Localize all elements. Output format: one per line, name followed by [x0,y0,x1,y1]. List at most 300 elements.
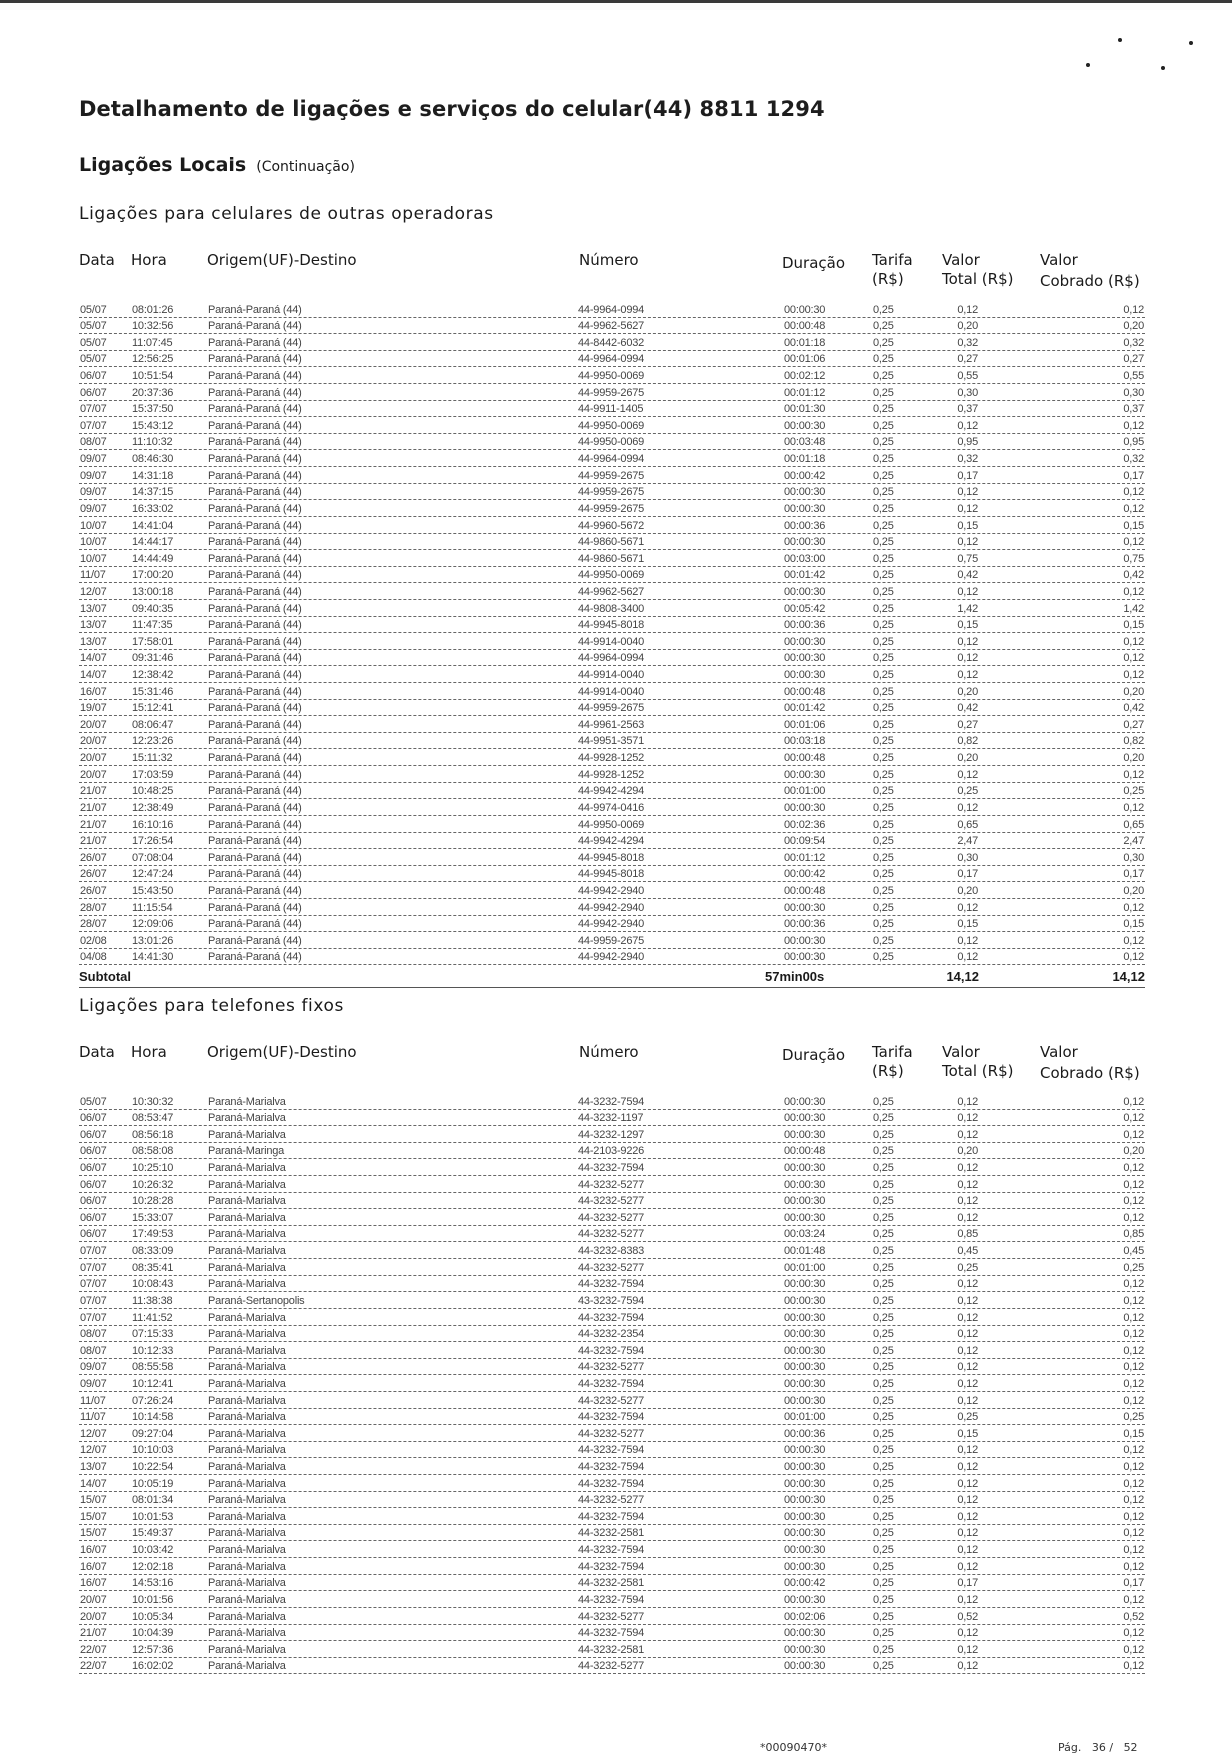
cell-tarifa: 0,25 [873,336,894,349]
cell-duracao: 00:00:48 [784,752,826,765]
cell-hora: 08:53:47 [132,1112,174,1125]
cell-data: 09/07 [80,469,107,482]
cell-hora: 15:43:12 [132,419,174,432]
table-row [79,799,1145,816]
cell-valor-total: 0,37 [957,403,978,416]
cell-data: 06/07 [80,1211,107,1224]
cell-valor-cobrado: 0,85 [1123,1228,1144,1241]
cell-tarifa: 0,25 [873,1245,894,1258]
cell-duracao: 00:02:12 [784,370,826,383]
cell-origem-destino: Paraná-Marialva [208,1544,286,1557]
cell-origem-destino: Paraná-Paraná (44) [208,669,302,682]
cell-origem-destino: Paraná-Paraná (44) [208,785,302,798]
cell-data: 11/07 [80,569,106,582]
subtotal-duracao: 57min00s [765,969,825,985]
table-row [79,1641,1145,1658]
cell-tarifa: 0,25 [873,436,894,449]
cell-hora: 10:25:10 [132,1162,174,1175]
cell-valor-total: 0,55 [957,370,978,383]
cell-origem-destino: Paraná-Marialva [208,1610,286,1623]
cell-valor-cobrado: 0,12 [1123,1627,1144,1640]
table-row [79,1458,1145,1475]
cell-origem-destino: Paraná-Marialva [208,1444,286,1457]
cell-origem-destino: Paraná-Paraná (44) [208,436,302,449]
col-header-valor-total: Valor [942,251,980,269]
cell-valor-cobrado: 0,12 [1123,1278,1144,1291]
cell-numero: 44-9911-1405 [578,403,644,416]
cell-data: 08/07 [80,1328,107,1341]
table-row [79,567,1145,584]
cell-tarifa: 0,25 [873,602,894,615]
cell-valor-cobrado: 0,12 [1123,1560,1144,1573]
cell-tarifa: 0,25 [873,1095,894,1108]
cell-duracao: 00:00:30 [784,486,826,499]
col-header-valor-cobrado: Valor [1040,251,1078,269]
cell-valor-total: 0,15 [957,619,978,632]
cell-data: 06/07 [80,386,107,399]
cell-duracao: 00:00:30 [784,1211,826,1224]
table-row [79,1242,1145,1259]
cell-numero: 44-3232-7594 [578,1377,645,1390]
cell-valor-cobrado: 0,17 [1123,1577,1144,1590]
cell-data: 16/07 [80,1560,107,1573]
cell-data: 15/07 [80,1494,107,1507]
cell-valor-cobrado: 0,20 [1123,752,1144,765]
cell-hora: 15:12:41 [132,702,174,715]
cell-valor-total: 0,12 [957,1444,978,1457]
cell-origem-destino: Paraná-Paraná (44) [208,419,302,432]
cell-hora: 13:00:18 [132,585,174,598]
cell-valor-total: 0,12 [957,1112,978,1125]
cell-valor-cobrado: 0,12 [1123,1294,1144,1307]
cell-valor-total: 0,12 [957,951,978,964]
cell-tarifa: 0,25 [873,1311,894,1324]
cell-data: 04/08 [80,951,107,964]
cell-data: 20/07 [80,735,107,748]
cell-valor-total: 0,25 [957,1411,978,1424]
cell-hora: 17:00:20 [132,569,174,582]
col-header-valor-total-unit: Total (R$) [942,1062,1014,1080]
table-row [79,1541,1145,1558]
cell-valor-cobrado: 0,82 [1123,735,1144,748]
cell-origem-destino: Paraná-Marialva [208,1112,286,1125]
cell-duracao: 00:01:42 [784,702,826,715]
cell-origem-destino: Paraná-Marialva [208,1411,286,1424]
cell-origem-destino: Paraná-Marialva [208,1245,286,1258]
table-row [79,318,1145,335]
cell-hora: 10:04:39 [132,1627,174,1640]
cell-tarifa: 0,25 [873,735,894,748]
cell-tarifa: 0,25 [873,1560,894,1573]
cell-valor-total: 0,25 [957,1261,978,1274]
cell-duracao: 00:01:48 [784,1245,826,1258]
cell-tarifa: 0,25 [873,652,894,665]
cell-hora: 12:02:18 [132,1560,174,1573]
cell-tarifa: 0,25 [873,801,894,814]
cell-origem-destino: Paraná-Paraná (44) [208,303,302,316]
cell-numero: 44-3232-5277 [578,1361,645,1374]
cell-valor-total: 0,42 [957,702,978,715]
cell-duracao: 00:00:30 [784,1627,826,1640]
cell-origem-destino: Paraná-Marialva [208,1477,286,1490]
cell-duracao: 00:00:30 [784,1195,826,1208]
cell-duracao: 00:00:30 [784,951,826,964]
table-row [79,849,1145,866]
table-row [79,700,1145,717]
cell-valor-cobrado: 0,27 [1123,718,1144,731]
cell-duracao: 00:00:30 [784,1544,826,1557]
cell-tarifa: 0,25 [873,1427,894,1440]
cell-data: 21/07 [80,801,107,814]
cell-valor-cobrado: 0,42 [1123,569,1144,582]
table-row [79,1309,1145,1326]
cell-hora: 15:49:37 [132,1527,174,1540]
cell-valor-total: 0,20 [957,884,978,897]
cell-data: 15/07 [80,1527,107,1540]
cell-origem-destino: Paraná-Paraná (44) [208,403,302,416]
cell-data: 06/07 [80,370,107,383]
table-row [79,1276,1145,1293]
cell-numero: 44-9959-2675 [578,469,645,482]
cell-hora: 08:46:30 [132,453,174,466]
cell-tarifa: 0,25 [873,1328,894,1341]
cell-data: 07/07 [80,403,107,416]
table-row [79,401,1145,418]
cell-hora: 15:11:32 [132,752,173,765]
cell-numero: 44-9914-0040 [578,669,645,682]
cell-valor-total: 0,12 [957,635,978,648]
cell-data: 13/07 [80,1461,107,1474]
cell-valor-total: 0,12 [957,1128,978,1141]
cell-valor-cobrado: 0,12 [1123,536,1144,549]
cell-hora: 08:01:26 [132,303,174,316]
cell-numero: 44-9928-1252 [578,752,645,765]
table-row [79,1375,1145,1392]
table-row [79,833,1145,850]
cell-data: 06/07 [80,1162,107,1175]
cell-valor-cobrado: 0,12 [1123,1494,1144,1507]
table-row [79,384,1145,401]
cell-hora: 08:35:41 [132,1261,174,1274]
cell-valor-cobrado: 0,25 [1123,1411,1144,1424]
cell-numero: 44-9942-2940 [578,884,645,897]
cell-valor-cobrado: 0,12 [1123,585,1144,598]
cell-valor-total: 0,12 [957,768,978,781]
cell-hora: 15:31:46 [132,685,174,698]
cell-data: 07/07 [80,1294,107,1307]
cell-valor-cobrado: 0,17 [1123,868,1144,881]
cell-numero: 44-9950-0069 [578,569,645,582]
table-row [79,949,1145,966]
cell-duracao: 00:00:30 [784,1294,826,1307]
cell-hora: 11:41:52 [132,1311,173,1324]
cell-valor-cobrado: 0,20 [1123,1145,1144,1158]
page-current: 36 [1091,1741,1106,1754]
cell-duracao: 00:00:42 [784,868,826,881]
cell-valor-cobrado: 0,45 [1123,1245,1144,1258]
cell-origem-destino: Paraná-Paraná (44) [208,735,302,748]
cell-valor-total: 0,20 [957,752,978,765]
cell-tarifa: 0,25 [873,752,894,765]
cell-duracao: 00:00:30 [784,801,826,814]
cell-data: 05/07 [80,1095,107,1108]
cell-origem-destino: Paraná-Paraná (44) [208,336,302,349]
cell-duracao: 00:03:00 [784,552,826,565]
table-row [79,1159,1145,1176]
cell-valor-cobrado: 0,12 [1123,1361,1144,1374]
cell-origem-destino: Paraná-Paraná (44) [208,619,302,632]
cell-valor-total: 0,12 [957,1095,978,1108]
table-row [79,367,1145,384]
cell-valor-total: 2,47 [957,835,978,848]
table-row [79,550,1145,567]
cell-tarifa: 0,25 [873,370,894,383]
table-celulares [79,251,1145,988]
cell-data: 09/07 [80,453,107,466]
cell-numero: 44-9962-5627 [578,320,645,333]
cell-data: 21/07 [80,835,107,848]
cell-data: 06/07 [80,1112,107,1125]
cell-valor-total: 0,12 [957,1494,978,1507]
cell-duracao: 00:00:36 [784,519,826,532]
page-number: Pág. 36 / 52 [1058,1741,1138,1754]
cell-tarifa: 0,25 [873,1411,894,1424]
cell-hora: 12:09:06 [132,918,174,931]
cell-hora: 10:10:03 [132,1444,174,1457]
cell-numero: 44-9974-0416 [578,801,645,814]
cell-numero: 44-9959-2675 [578,386,645,399]
cell-data: 09/07 [80,502,107,515]
cell-data: 08/07 [80,1344,107,1357]
cell-hora: 12:57:36 [132,1643,174,1656]
cell-valor-total: 0,85 [957,1228,978,1241]
cell-data: 14/07 [80,652,107,665]
cell-duracao: 00:00:30 [784,1461,826,1474]
cell-duracao: 00:00:30 [784,1377,826,1390]
cell-valor-total: 0,32 [957,453,978,466]
table-row [79,1292,1145,1309]
cell-valor-cobrado: 0,17 [1123,469,1144,482]
cell-data: 21/07 [80,785,107,798]
col-header-tarifa: Tarifa [872,251,913,269]
cell-tarifa: 0,25 [873,386,894,399]
cell-hora: 10:01:53 [132,1510,174,1523]
cell-tarifa: 0,25 [873,785,894,798]
cell-origem-destino: Paraná-Paraná (44) [208,353,302,366]
cell-numero: 44-9945-8018 [578,868,645,881]
cell-origem-destino: Paraná-Paraná (44) [208,934,302,947]
cell-numero: 44-9959-2675 [578,486,645,499]
table-row [79,301,1145,318]
cell-valor-cobrado: 0,15 [1123,619,1144,632]
cell-tarifa: 0,25 [873,403,894,416]
cell-data: 05/07 [80,303,107,316]
table-fixos [79,1043,1145,1674]
table-row [79,617,1145,634]
cell-duracao: 00:00:30 [784,1361,826,1374]
cell-tarifa: 0,25 [873,552,894,565]
cell-tarifa: 0,25 [873,1461,894,1474]
cell-hora: 13:01:26 [132,934,174,947]
cell-duracao: 00:00:42 [784,469,826,482]
cell-origem-destino: Paraná-Paraná (44) [208,718,302,731]
cell-tarifa: 0,25 [873,1627,894,1640]
cell-data: 07/07 [80,1278,107,1291]
cell-valor-cobrado: 0,32 [1123,336,1144,349]
cell-duracao: 00:02:06 [784,1610,826,1623]
cell-valor-cobrado: 0,27 [1123,353,1144,366]
cell-origem-destino: Paraná-Paraná (44) [208,386,302,399]
cell-hora: 11:07:45 [132,336,173,349]
cell-hora: 10:28:28 [132,1195,174,1208]
cell-data: 07/07 [80,1311,107,1324]
cell-duracao: 00:00:30 [784,901,826,914]
cell-valor-total: 0,12 [957,1211,978,1224]
table-row [79,716,1145,733]
cell-numero: 44-3232-7594 [578,1444,645,1457]
table-row [79,1591,1145,1608]
cell-valor-cobrado: 0,12 [1123,1477,1144,1490]
cell-data: 20/07 [80,768,107,781]
table-row [79,916,1145,933]
cell-valor-cobrado: 1,42 [1123,602,1144,615]
cell-data: 12/07 [80,1444,107,1457]
cell-valor-cobrado: 0,37 [1123,403,1144,416]
cell-valor-cobrado: 0,12 [1123,1162,1144,1175]
cell-valor-total: 0,12 [957,1544,978,1557]
table-heading-fixos: Ligações para telefones fixos [79,996,344,1016]
table-row [79,351,1145,368]
cell-hora: 12:23:26 [132,735,174,748]
cell-data: 22/07 [80,1660,107,1673]
cell-data: 15/07 [80,1510,107,1523]
cell-numero: 44-9950-0069 [578,370,645,383]
cell-origem-destino: Paraná-Paraná (44) [208,370,302,383]
cell-hora: 08:55:58 [132,1361,174,1374]
cell-hora: 14:37:15 [132,486,174,499]
cell-valor-total: 0,45 [957,1245,978,1258]
cell-tarifa: 0,25 [873,1294,894,1307]
cell-valor-cobrado: 0,12 [1123,419,1144,432]
cell-hora: 08:58:08 [132,1145,174,1158]
cell-valor-cobrado: 0,12 [1123,1593,1144,1606]
cell-tarifa: 0,25 [873,669,894,682]
table-row [79,1409,1145,1426]
cell-origem-destino: Paraná-Marialva [208,1510,286,1523]
cell-hora: 07:08:04 [132,851,174,864]
cell-valor-total: 0,12 [957,1643,978,1656]
cell-data: 13/07 [80,619,107,632]
cell-numero: 44-3232-1297 [578,1128,645,1141]
cell-hora: 10:08:43 [132,1278,174,1291]
cell-numero: 44-9950-0069 [578,818,645,831]
cell-data: 14/07 [80,669,107,682]
cell-origem-destino: Paraná-Paraná (44) [208,702,302,715]
cell-tarifa: 0,25 [873,1394,894,1407]
cell-valor-total: 0,12 [957,1510,978,1523]
cell-valor-total: 0,17 [957,1577,978,1590]
cell-tarifa: 0,25 [873,469,894,482]
cell-tarifa: 0,25 [873,1377,894,1390]
cell-valor-total: 0,12 [957,1328,978,1341]
subtotal-label: Subtotal [79,969,131,985]
cell-data: 09/07 [80,1361,107,1374]
cell-valor-total: 1,42 [957,602,978,615]
cell-tarifa: 0,25 [873,1195,894,1208]
table-row [79,1209,1145,1226]
cell-valor-total: 0,12 [957,1377,978,1390]
cell-numero: 44-9942-2940 [578,918,645,931]
cell-numero: 44-3232-7594 [578,1544,645,1557]
cell-hora: 10:12:41 [132,1377,174,1390]
cell-duracao: 00:01:18 [784,453,826,466]
col-header-hora: Hora [131,1043,167,1061]
cell-tarifa: 0,25 [873,303,894,316]
cell-hora: 11:38:38 [132,1294,173,1307]
cell-tarifa: 0,25 [873,353,894,366]
cell-hora: 10:14:58 [132,1411,174,1424]
table-row [79,1575,1145,1592]
table-row [79,1475,1145,1492]
cell-valor-cobrado: 0,20 [1123,320,1144,333]
cell-tarifa: 0,25 [873,585,894,598]
table-heading-celulares: Ligações para celulares de outras operadoras [79,204,494,224]
cell-data: 11/07 [80,1411,106,1424]
table-row [79,1508,1145,1525]
cell-origem-destino: Paraná-Paraná (44) [208,835,302,848]
cell-data: 16/07 [80,1544,107,1557]
cell-hora: 10:12:33 [132,1344,174,1357]
cell-valor-cobrado: 0,12 [1123,901,1144,914]
cell-duracao: 00:03:18 [784,735,826,748]
cell-numero: 44-3232-7594 [578,1162,645,1175]
cell-data: 06/07 [80,1145,107,1158]
cell-numero: 44-3232-7594 [578,1510,645,1523]
table-row [79,1608,1145,1625]
cell-valor-cobrado: 0,65 [1123,818,1144,831]
cell-hora: 14:44:49 [132,552,174,565]
cell-numero: 44-9960-5672 [578,519,645,532]
cell-origem-destino: Paraná-Paraná (44) [208,585,302,598]
cell-numero: 44-9860-5671 [578,552,645,565]
cell-origem-destino: Paraná-Paraná (44) [208,502,302,515]
cell-numero: 44-3232-5277 [578,1494,645,1507]
cell-origem-destino: Paraná-Paraná (44) [208,469,302,482]
table-row [79,467,1145,484]
cell-hora: 09:40:35 [132,602,174,615]
cell-valor-cobrado: 0,12 [1123,1311,1144,1324]
cell-valor-cobrado: 0,25 [1123,785,1144,798]
table-row [79,1342,1145,1359]
cell-data: 26/07 [80,884,107,897]
table-row [79,1525,1145,1542]
cell-hora: 10:26:32 [132,1178,174,1191]
cell-valor-total: 0,12 [957,1527,978,1540]
table-row [79,1143,1145,1160]
table-row [79,882,1145,899]
cell-tarifa: 0,25 [873,851,894,864]
cell-duracao: 00:00:30 [784,768,826,781]
cell-numero: 44-9964-0994 [578,353,645,366]
cell-data: 20/07 [80,718,107,731]
cell-origem-destino: Paraná-Marialva [208,1627,286,1640]
cell-tarifa: 0,25 [873,868,894,881]
table-row [79,1392,1145,1409]
cell-data: 21/07 [80,818,107,831]
cell-valor-cobrado: 0,25 [1123,1261,1144,1274]
cell-numero: 44-3232-7594 [578,1344,645,1357]
cell-valor-total: 0,20 [957,685,978,698]
